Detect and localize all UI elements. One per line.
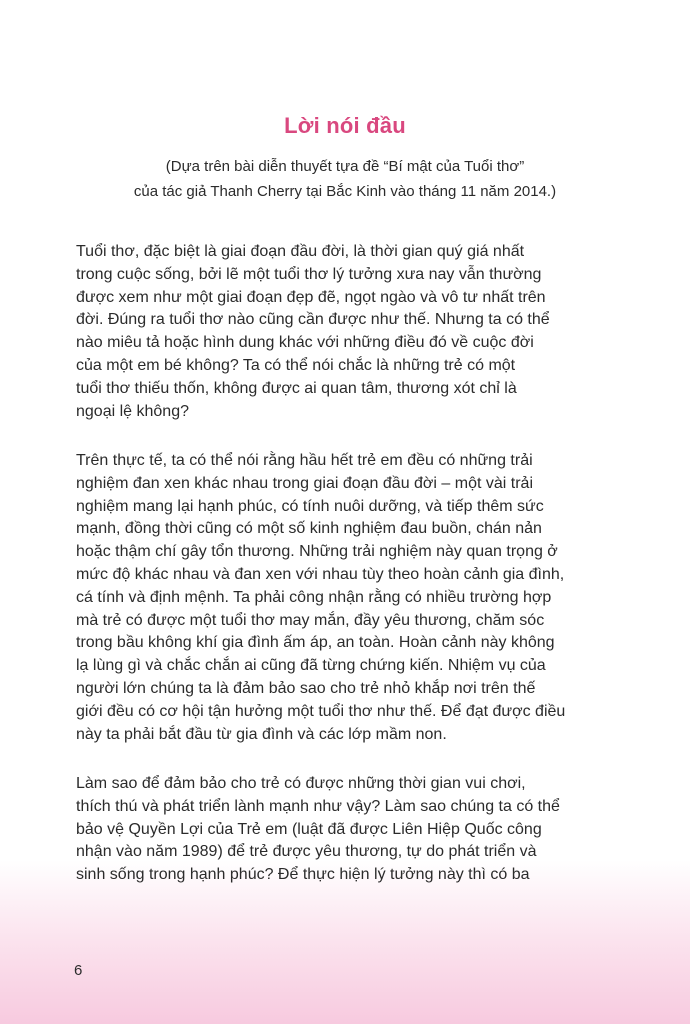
text-line: mạnh, đồng thời cũng có một số kinh nghiệm đau buồn, chán nản (76, 520, 542, 538)
text-line: nghiệm mang lại hạnh phúc, có tính nuôi dưỡng, và tiếp thêm sức (76, 497, 544, 515)
text-line: ngoại lệ không? (76, 402, 189, 420)
text-line: đời. Đúng ra tuổi thơ nào cũng cần được như thế. Nhưng ta có thể (76, 311, 550, 329)
page-number: 6 (74, 962, 83, 979)
subtitle-line: (Dựa trên bài diễn thuyết tựa đề “Bí mật của Tuổi thơ” (165, 158, 525, 175)
text-line: nhận vào năm 1989) để trẻ được yêu thương, tự do phát triển và (76, 843, 537, 861)
text-line: trong bầu không khí gia đình ấm áp, an toàn. Hoàn cảnh này không (76, 634, 555, 652)
text-line: hoặc thậm chí gây tổn thương. Những trải nghiệm này quan trọng ở (76, 543, 558, 561)
text-line: thích thú và phát triển lành mạnh như vậy? Làm sao chúng ta có thể (76, 797, 560, 815)
text-line: nào miêu tả hoặc hình dung khác với những điều đó về cuộc đời (76, 334, 534, 352)
paragraph-2 (76, 450, 621, 746)
text-line: của một em bé không? Ta có thể nói chắc là những trẻ có một (76, 356, 516, 374)
text-line: cá tính và định mệnh. Ta phải công nhận rằng có nhiều trường hợp (76, 588, 552, 606)
paragraph-3 (76, 773, 621, 887)
text-line: người lớn chúng ta là đảm bảo sao cho trẻ nhỏ khắp nơi trên thế (76, 679, 536, 697)
text-line: Làm sao để đảm bảo cho trẻ có được những thời gian vui chơi, (76, 775, 526, 792)
text-line: trong cuộc sống, bởi lẽ một tuổi thơ lý tưởng xưa nay vẫn thường (76, 265, 542, 283)
text-line: nghiệm đan xen khác nhau trong giai đoạn đầu đời – một vài trải (76, 474, 534, 492)
paragraph-1 (76, 241, 621, 423)
subtitle (0, 154, 690, 204)
text-line: được xem như một giai đoạn đẹp đẽ, ngọt ngào và vô tư nhất trên (76, 288, 546, 306)
text-line: mà trẻ có được một tuổi thơ may mắn, đầy yêu thương, chăm sóc (76, 611, 545, 629)
text-line: này ta phải bắt đầu từ gia đình và các lớp mầm non. (76, 725, 447, 743)
text-line: sinh sống trong hạnh phúc? Để thực hiện lý tưởng này thì có ba (76, 866, 530, 884)
text-line: lạ lùng gì và chắc chắn ai cũng đã từng chứng kiến. Nhiệm vụ của (76, 657, 546, 675)
text-line: mức độ khác nhau và đan xen với nhau tùy theo hoàn cảnh gia đình, (76, 565, 565, 583)
text-line: Tuổi thơ, đặc biệt là giai đoạn đầu đời, là thời gian quý giá nhất (76, 243, 525, 260)
text-line: bảo vệ Quyền Lợi của Trẻ em (luật đã được Liên Hiệp Quốc công (76, 820, 542, 838)
subtitle-line: của tác giả Thanh Cherry tại Bắc Kinh vào tháng 11 năm 2014.) (133, 183, 557, 200)
page-title: Lời nói đầu (284, 113, 406, 138)
text-line: giới đều có cơ hội tận hưởng một tuổi thơ như thế. Để đạt được điều (76, 702, 566, 720)
text-line: Trên thực tế, ta có thể nói rằng hầu hết trẻ em đều có những trải (76, 452, 533, 469)
text-line: tuổi thơ thiếu thốn, không được ai quan tâm, thương xót chỉ là (76, 379, 517, 397)
